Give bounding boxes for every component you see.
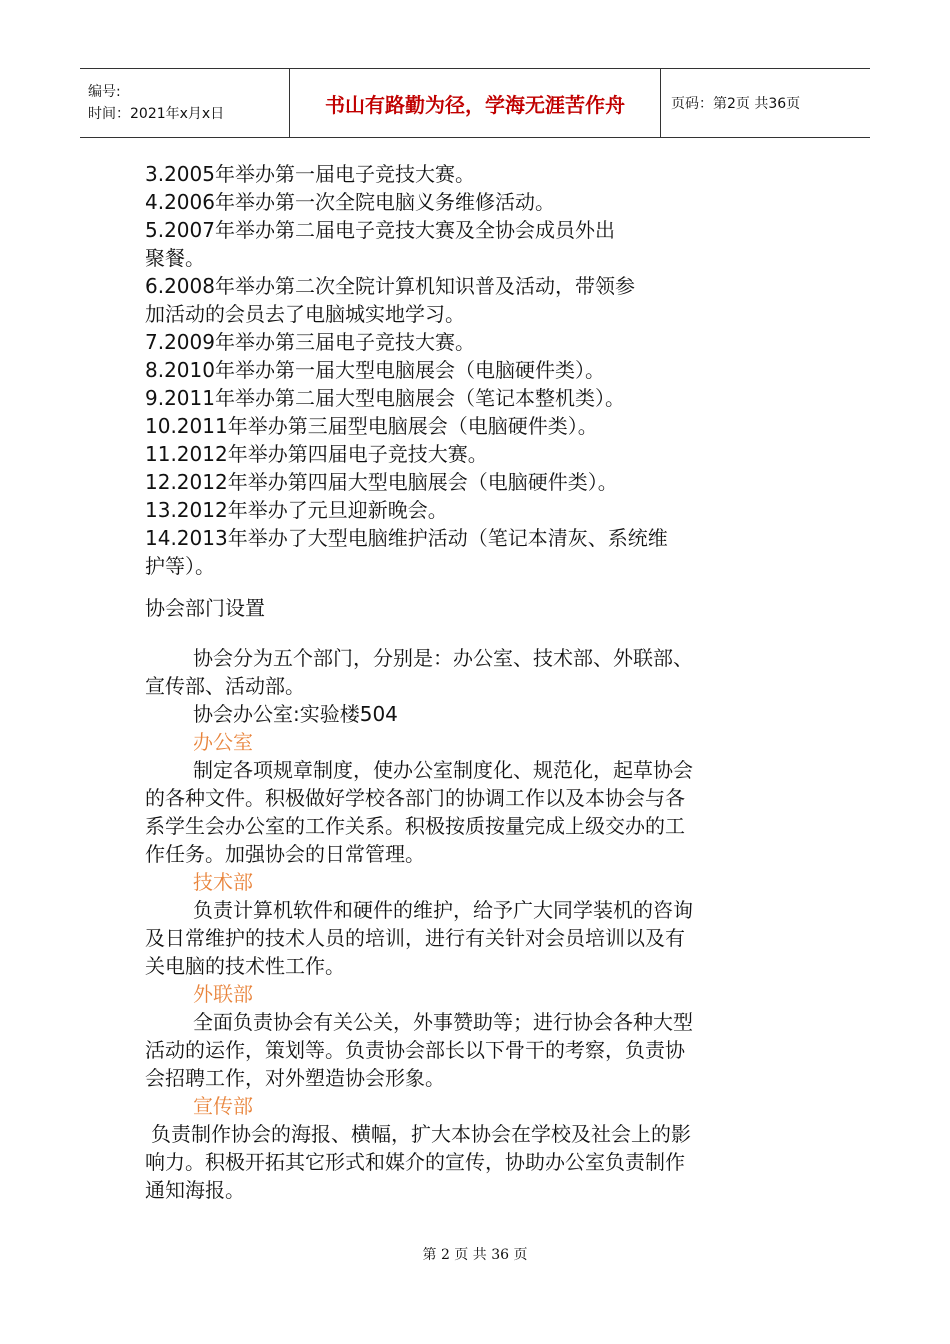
history-line: 3.2005年举办第一届电子竞技大赛。 [145, 162, 475, 186]
history-line: 11.2012年举办第四届电子竞技大赛。 [145, 442, 488, 466]
department-heading: 办公室 [193, 730, 253, 754]
history-line: 10.2011年举办第三届型电脑展会（电脑硬件类）。 [145, 414, 598, 438]
history-line: 加活动的会员去了电脑城实地学习。 [145, 302, 465, 326]
department-text-line: 制定各项规章制度，使办公室制度化、规范化，起草协会 [193, 758, 693, 782]
department-heading: 技术部 [193, 870, 253, 894]
department-text-line: 负责制作协会的海报、横幅，扩大本协会在学校及社会上的影 [151, 1122, 691, 1146]
history-line: 8.2010年举办第一届大型电脑展会（电脑硬件类）。 [145, 358, 605, 382]
department-external-relations [145, 980, 825, 1092]
header-meta [80, 69, 290, 137]
intro-line: 协会分为五个部门，分别是：办公室、技术部、外联部、 [193, 646, 693, 670]
history-line: 12.2012年举办第四届大型电脑展会（电脑硬件类）。 [145, 470, 618, 494]
department-text-line: 作任务。加强协会的日常管理。 [145, 842, 425, 866]
document-body [145, 160, 825, 1204]
department-text-line: 全面负责协会有关公关，外事赞助等；进行协会各种大型 [193, 1010, 693, 1034]
department-text-line: 关电脑的技术性工作。 [145, 954, 345, 978]
department-technology [145, 868, 825, 980]
history-line: 13.2012年举办了元旦迎新晚会。 [145, 498, 448, 522]
page-header [80, 68, 870, 138]
department-text-line: 及日常维护的技术人员的培训，进行有关针对会员培训以及有 [145, 926, 685, 950]
history-line: 7.2009年举办第三届电子竞技大赛。 [145, 330, 475, 354]
department-text-line: 系学生会办公室的工作关系。积极按质按量完成上级交办的工 [145, 814, 685, 838]
office-location: 协会办公室:实验楼504 [193, 702, 398, 726]
history-line: 14.2013年举办了大型电脑维护活动（笔记本清灰、系统维 [145, 526, 668, 550]
history-line: 护等）。 [145, 554, 215, 578]
department-text-line: 响力。积极开拓其它形式和媒介的宣传，协助办公室负责制作 [145, 1150, 685, 1174]
history-line: 9.2011年举办第二届大型电脑展会（笔记本整机类）。 [145, 386, 625, 410]
department-publicity [145, 1092, 825, 1204]
history-line: 4.2006年举办第一次全院电脑义务维修活动。 [145, 190, 555, 214]
department-text-line: 会招聘工作，对外塑造协会形象。 [145, 1066, 445, 1090]
department-heading: 宣传部 [193, 1094, 253, 1118]
department-text-line: 通知海报。 [145, 1178, 245, 1202]
history-line: 6.2008年举办第二次全院计算机知识普及活动，带领参 [145, 274, 635, 298]
history-list [145, 160, 825, 580]
document-number-label: 编号: [88, 84, 121, 100]
history-line: 聚餐。 [145, 246, 205, 270]
header-motto: 书山有路勤为径，学海无涯苦作舟 [290, 69, 661, 137]
header-page-info: 页码：第2页 共36页 [671, 96, 801, 112]
section-title: 协会部门设置 [145, 596, 265, 620]
department-text-line: 的各种文件。积极做好学校各部门的协调工作以及本协会与各 [145, 786, 685, 810]
department-heading: 外联部 [193, 982, 253, 1006]
intro-line: 宣传部、活动部。 [145, 674, 305, 698]
department-text-line: 活动的运作，策划等。负责协会部长以下骨干的考察，负责协 [145, 1038, 685, 1062]
document-time-label: 时间：2021年x月x日 [88, 106, 225, 122]
history-line: 5.2007年举办第二届电子竞技大赛及全协会成员外出 [145, 218, 615, 242]
department-text-line: 负责计算机软件和硬件的维护，给予广大同学装机的咨询 [193, 898, 693, 922]
page-footer: 第 2 页 共 36 页 [422, 1247, 528, 1263]
department-office [145, 728, 825, 868]
